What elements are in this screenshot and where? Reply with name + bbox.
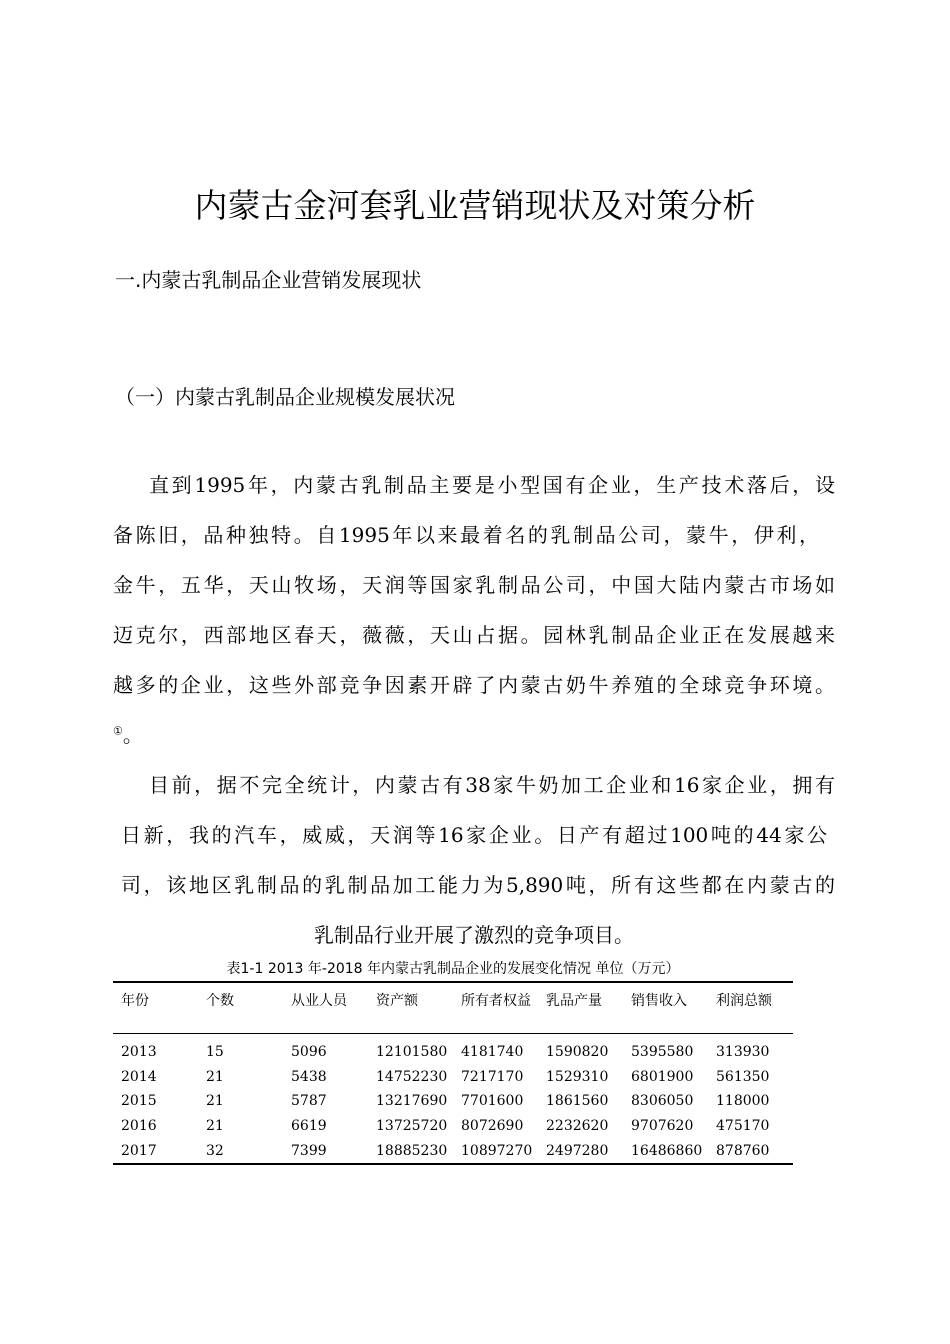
table-cell: 118000: [716, 1093, 770, 1110]
table-row: [113, 1089, 793, 1114]
table-cell: 32: [206, 1142, 224, 1159]
table-cell: 5438: [291, 1068, 327, 1085]
table-cell: 21: [206, 1118, 224, 1135]
column-header: 销售收入: [631, 993, 687, 1009]
column-header: 乳品产量: [546, 993, 602, 1009]
table-cell: 2014: [121, 1068, 157, 1085]
table-cell: 6619: [291, 1118, 327, 1135]
paragraph-1: [113, 460, 835, 760]
data-table: [113, 981, 793, 1165]
table-cell: 4181740: [461, 1044, 524, 1061]
table-cell: 8072690: [461, 1118, 524, 1135]
table-cell: 7701600: [461, 1093, 524, 1110]
table-cell: 9707620: [631, 1118, 694, 1135]
table-cell: 12101580: [376, 1044, 448, 1061]
table-cell: 1861560: [546, 1093, 609, 1110]
column-header: 从业人员: [291, 993, 347, 1009]
table-header-row: [113, 982, 793, 1034]
column-header: 年份: [121, 993, 149, 1009]
column-header: 资产额: [376, 993, 418, 1009]
table-cell: 1590820: [546, 1044, 609, 1061]
table-cell: 2016: [121, 1118, 157, 1135]
column-header: 所有者权益: [461, 993, 531, 1009]
table-cell: 5096: [291, 1044, 327, 1061]
table-row: [113, 1114, 793, 1139]
paragraph-tail: 。: [122, 723, 143, 747]
table-cell: 561350: [716, 1068, 770, 1085]
paragraph-line: 直到1995年，内蒙古乳制品主要是小型国有企业，生产技术落后，设: [149, 473, 835, 497]
table-cell: 21: [206, 1093, 224, 1110]
table-cell: 15: [206, 1044, 224, 1061]
paragraph-line: 越多的企业，这些外部竞争因素开辟了内蒙古奶牛养殖的全球竞争环境。: [113, 673, 835, 697]
table-row: [113, 1034, 793, 1065]
table-cell: 878760: [716, 1142, 770, 1159]
table-cell: 5787: [291, 1093, 327, 1110]
paragraph-line: 日新，我的汽车，威威，天润等16家企业。日产有超过100吨的44家公: [121, 823, 827, 847]
paragraph-line: 金牛，五华，天山牧场，天润等国家乳制品公司，中国大陆内蒙古市场如: [113, 573, 835, 597]
table-caption: 表1-1 2013 年-2018 年内蒙古乳制品企业的发展变化情况 单位（万元）: [226, 961, 680, 977]
table-cell: 2015: [121, 1093, 157, 1110]
table-cell: 7217170: [461, 1068, 524, 1085]
table-cell: 21: [206, 1068, 224, 1085]
table-cell: 7399: [291, 1142, 327, 1159]
table-cell: 2013: [121, 1044, 157, 1061]
table-cell: 13725720: [376, 1118, 448, 1135]
table-cell: 13217690: [376, 1093, 448, 1110]
table-cell: 313930: [716, 1044, 770, 1061]
footnote-marker: ①: [113, 724, 123, 738]
table-row: [113, 1138, 793, 1164]
table-row: [113, 1065, 793, 1090]
subsection-heading: （一）内蒙古乳制品企业规模发展状况: [115, 385, 455, 409]
column-header: 个数: [206, 993, 234, 1009]
table-cell: 8306050: [631, 1093, 694, 1110]
paragraph-line: 目前，据不完全统计，内蒙古有38家牛奶加工企业和16家企业，拥有: [149, 773, 835, 797]
paragraph-line: 备陈旧，品种独特。自1995年以来最着名的乳制品公司，蒙牛，伊利，: [113, 523, 819, 547]
paragraph-line: 乳制品行业开展了激烈的竞争项目。: [314, 923, 634, 947]
document-title: 内蒙古金河套乳业营销现状及对策分析: [194, 186, 756, 225]
table-cell: 2232620: [546, 1118, 609, 1135]
table-cell: 6801900: [631, 1068, 694, 1085]
paragraph-line: 司，该地区乳制品的乳制品加工能力为5,890吨，所有这些都在内蒙古的: [121, 873, 835, 897]
paragraph-2: [113, 760, 835, 960]
table-cell: 14752230: [376, 1068, 448, 1085]
section-heading: 一.内蒙古乳制品企业营销发展现状: [115, 268, 422, 292]
paragraph-line-tail: [113, 710, 835, 760]
table-cell: 16486860: [631, 1142, 703, 1159]
table-cell: 5395580: [631, 1044, 694, 1061]
table-cell: 475170: [716, 1118, 770, 1135]
table-cell: 2017: [121, 1142, 157, 1159]
table-cell: 2497280: [546, 1142, 609, 1159]
column-header: 利润总额: [716, 993, 772, 1009]
table-cell: 18885230: [376, 1142, 448, 1159]
table-cell: 10897270: [461, 1142, 533, 1159]
table-cell: 1529310: [546, 1068, 609, 1085]
paragraph-line: 迈克尔，西部地区春天，薇薇，天山占据。园林乳制品企业正在发展越来: [113, 623, 835, 647]
